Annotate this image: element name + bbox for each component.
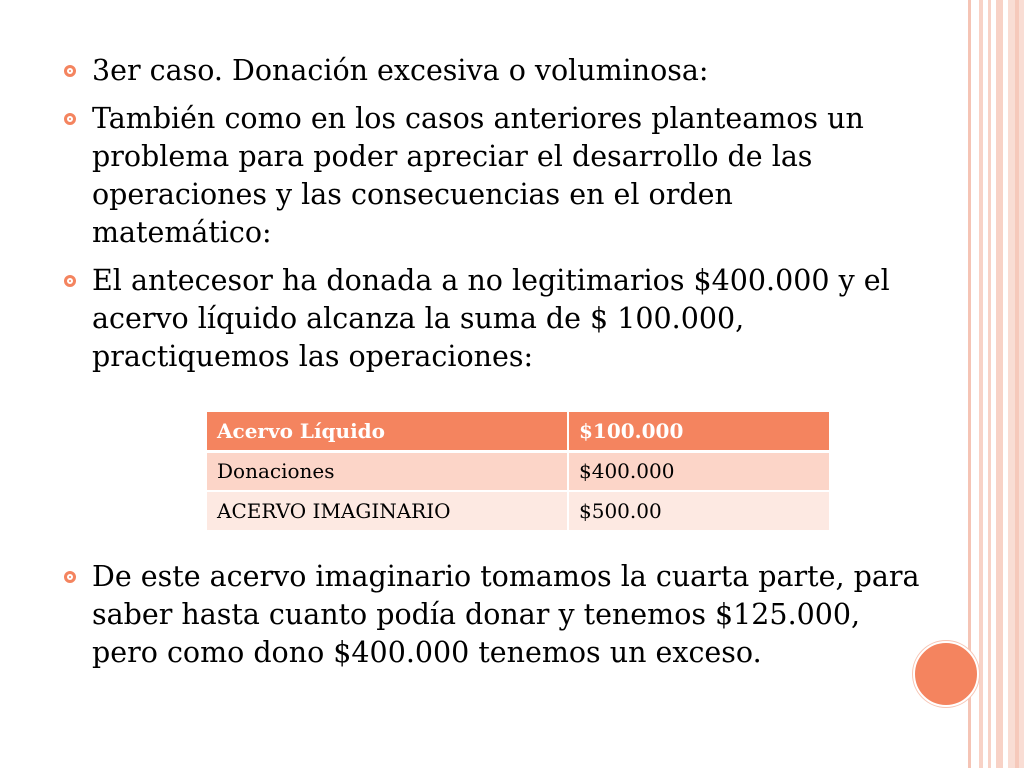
table-cell: $500.00	[568, 491, 830, 531]
table-cell: Acervo Líquido	[206, 411, 568, 451]
slide-content	[62, 52, 892, 376]
decorative-stripes	[968, 0, 1024, 768]
bullet-icon	[64, 275, 76, 287]
table-header-row	[206, 411, 830, 451]
paragraph-text: De este acervo imaginario tomamos la cuarta parte, para saber hasta cuanto podía donar y tenemos $125.000, pero como dono $400.000 tenemos un exceso.	[92, 560, 920, 669]
bullet-item	[62, 262, 892, 376]
decorative-circle	[913, 641, 979, 707]
table-row	[206, 451, 830, 491]
bullet-item	[62, 100, 892, 252]
stripe	[996, 0, 1003, 768]
bullet-item	[62, 52, 892, 90]
bullet-icon	[64, 113, 76, 125]
paragraph-text: También como en los casos anteriores planteamos un problema para poder apreciar el desarrollo de las operaciones y las consecuencias en el orden matemático:	[92, 102, 864, 249]
table-cell: $100.000	[568, 411, 830, 451]
stripe	[1015, 0, 1019, 768]
stripe	[988, 0, 991, 768]
calculation-table	[205, 410, 831, 532]
table-cell: Donaciones	[206, 451, 568, 491]
stripe	[979, 0, 983, 768]
paragraph-text: El antecesor ha donada a no legitimarios $400.000 y el acervo líquido alcanza la suma de $ 100.000, practiquemos las operaciones:	[92, 264, 890, 373]
bullet-icon	[64, 65, 76, 77]
table-cell: $400.000	[568, 451, 830, 491]
table-cell: ACERVO IMAGINARIO	[206, 491, 568, 531]
table-row	[206, 491, 830, 531]
bullet-icon	[64, 571, 76, 583]
bullet-item	[62, 558, 922, 672]
paragraph-text: 3er caso. Donación excesiva o voluminosa:	[92, 54, 709, 87]
